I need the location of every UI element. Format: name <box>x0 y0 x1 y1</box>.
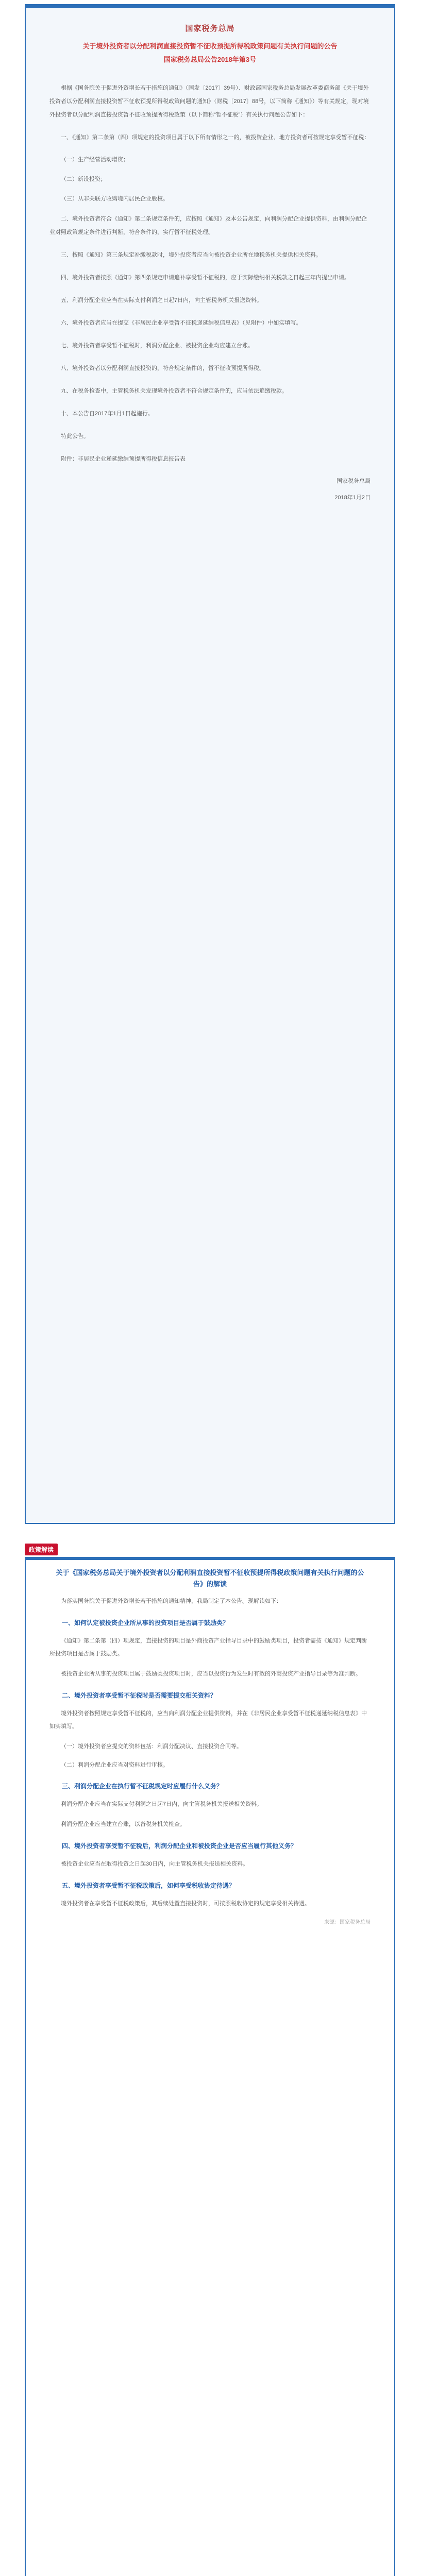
announcement-title: 关于境外投资者以分配利润直接投资暂不征收预提所得税政策问题有关执行问题的公告 <box>82 42 338 50</box>
list-item: （二）新设投资； <box>61 176 106 182</box>
interpretation-title: 关于《国家税务总局关于境外投资者以分配利润直接投资暂不征收预提所得税政策问题有关执行问题的公告》的解读 <box>56 1569 364 1588</box>
interpretation-frame <box>25 1557 395 2576</box>
question-heading: 四、境外投资者享受暂不征税后，利润分配企业和被投资企业是否应当履行其他义务？ <box>62 1842 297 1850</box>
answer-block <box>49 1897 371 1910</box>
announcement-number: 国家税务总局公告2018年第3号 <box>163 56 257 63</box>
source-line: 来源：国家税务总局 <box>324 1920 371 1925</box>
paragraph: 七、境外投资者享受暂不征税时，利润分配企业、被投资企业均应建立台账。 <box>61 343 254 349</box>
answer-block <box>49 1635 371 1681</box>
frame-top-bar <box>26 5 394 8</box>
answer-block <box>49 1707 371 1771</box>
paragraph: 六、境外投资者应当在提交《非居民企业享受暂不征税递延纳税信息表》（见附件）中如实填写。 <box>61 320 302 326</box>
answer-item: （二）利润分配企业应当对资料进行审核。 <box>61 1762 169 1768</box>
answer-paragraph: 被投资企业应当在取得投资之日起30日内，向主管税务机关报送相关资料。 <box>61 1861 249 1867</box>
answer-item: （一）境外投资者应提交的资料包括：利润分配决议、直接投资合同等。 <box>61 1743 242 1750</box>
question-heading: 二、境外投资者享受暂不征税时是否需要提交相关资料？ <box>62 1692 217 1699</box>
question-heading: 三、利润分配企业在执行暂不征税规定时应履行什么义务？ <box>62 1783 223 1790</box>
intro <box>49 1595 371 1608</box>
frame-top-bar <box>26 1558 394 1560</box>
question-heading: 一、如何认定被投资企业所从事的投资项目是否属于鼓励类？ <box>62 1619 229 1626</box>
intro-paragraph: 为落实国务院关于促进外资增长若干措施的通知精神，我局制定了本公告。现解读如下： <box>61 1598 282 1604</box>
signature-org: 国家税务总局 <box>336 478 371 484</box>
answer-block <box>49 1858 371 1871</box>
attachment-line: 附件：非居民企业递延缴纳预提所得税信息报告表 <box>61 456 186 462</box>
paragraph: 十、本公告自2017年1月1日起施行。 <box>61 411 154 417</box>
answer-paragraph: 利润分配企业应当在实际支付利润之日起7日内，向主管税务机关报送相关资料。 <box>61 1801 263 1807</box>
paragraph: 三、按照《通知》第三条规定补缴税款时，境外投资者应当向被投资企业所在地税务机关提供相关资料。 <box>61 252 322 258</box>
paragraph: 九、在税务检查中，主管税务机关发现境外投资者不符合规定条件的，应当依法追缴税款。 <box>61 388 288 394</box>
answer-paragraph: 境外投资者在享受暂不征税政策后，其后续处置直接投资时，可按照税收协定的规定享受相关待遇。 <box>61 1901 310 1907</box>
paragraph: 特此公告。 <box>61 433 89 439</box>
answer-paragraph: 利润分配企业应当建立台账，以备税务机关检查。 <box>61 1821 186 1827</box>
issuer-name: 国家税务总局 <box>185 24 235 33</box>
announcement-frame <box>25 4 395 1524</box>
answer-paragraph: 境外投资者按照规定享受暂不征税的，应当向利润分配企业提供资料，并在《非居民企业享受暂不征税递延纳税信息表》中如实填写。 <box>49 1710 367 1730</box>
answer-block <box>49 1798 371 1831</box>
paragraph: 一、《通知》第二条第（四）项规定的投资项目属于以下所有情形之一的，被投资企业、地方投资者可按规定享受暂不征税： <box>61 134 370 141</box>
announcement-body <box>49 81 371 504</box>
list-item: （一）生产经营活动增资； <box>61 157 129 163</box>
paragraph: 八、境外投资者以分配利润直接投资的，符合规定条件的，暂不征收预提所得税。 <box>61 365 265 371</box>
signature-date: 2018年1月2日 <box>334 495 371 501</box>
answer-paragraph: 被投资企业所从事的投资项目属于鼓励类投资项目时，应当以投资行为发生时有效的外商投资产业指导目录等为准判断。 <box>61 1671 361 1677</box>
paragraph: 根据《国务院关于促进外资增长若干措施的通知》（国发〔2017〕39号）、财政部国家税务总局发展改革委商务部《关于境外投资者以分配利润直接投资暂不征收预提所得税政策问题的通知》（财税〔2017〕88号，以下简称《通知》）等有关规定，现对境外投资者以分配利润直接投资暂不征收预提所得税政策（以下简称“暂不征税”）有关执行问题公告如下： <box>49 85 369 118</box>
paragraph: 四、境外投资者按照《通知》第四条规定申请追补享受暂不征税的，应于实际缴纳相关税款之日起三年内提出申请。 <box>61 275 350 281</box>
paragraph: 二、境外投资者符合《通知》第二条规定条件的，应按照《通知》及本公告规定，向利润分配企业提供资料，由利润分配企业对照政策规定条件进行判断，符合条件的，实行暂不征税处理。 <box>49 216 367 235</box>
question-heading: 五、境外投资者享受暂不征税政策后，如何享受税收协定待遇？ <box>62 1882 235 1889</box>
list-item: （三）从非关联方收购境内居民企业股权。 <box>61 196 169 202</box>
section-tag: 政策解读 <box>25 1544 58 1555</box>
answer-paragraph: 《通知》第二条第（四）项规定，直接投资的项目是外商投资产业指导目录中的鼓励类项目，投资者需按《通知》规定判断所投资项目是否属于鼓励类。 <box>49 1638 367 1657</box>
paragraph: 五、利润分配企业应当在实际支付利润之日起7日内，向主管税务机关报送资料。 <box>61 297 263 303</box>
